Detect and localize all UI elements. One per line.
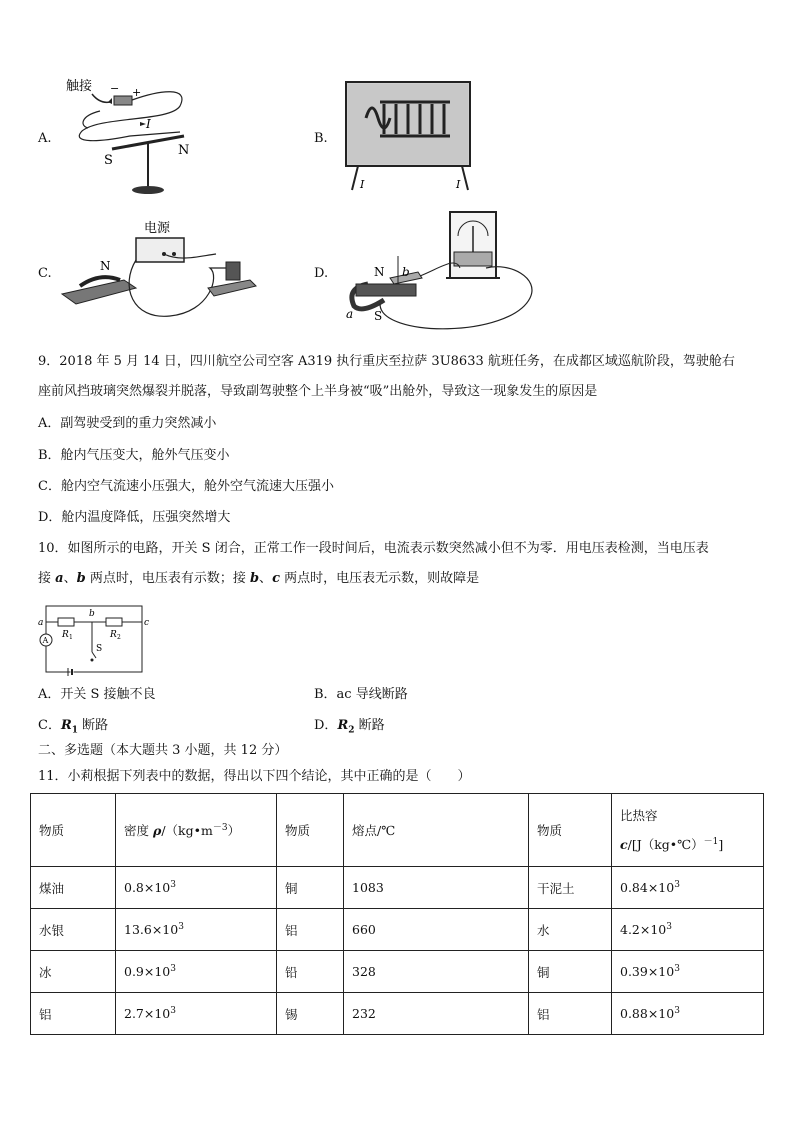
svg-text:a: a <box>38 618 44 628</box>
q9-stem-line1: 9．2018 年 5 月 14 日，四川航空公司空客 A319 执行重庆至拉萨 3U8633 航班任务，在成都区域巡航阶段，驾驶舱右 <box>38 354 735 369</box>
option-d-label: D. <box>314 266 329 281</box>
q9-option-b: B．舱内气压变大，舱外气压变小 <box>38 448 230 463</box>
svg-text:I: I <box>456 178 461 191</box>
svg-text:b: b <box>89 609 95 619</box>
table-cell: $0.88\times 10^3$ <box>612 993 764 1035</box>
table-row <box>31 993 764 1035</box>
table-cell: $0.84\times 10^3$ <box>612 867 764 909</box>
header-density: 密度 $\rho/(kg•m^{-3})$ <box>116 794 277 867</box>
svg-text:c: c <box>144 618 150 628</box>
svg-text:−: − <box>110 82 120 95</box>
table-cell: $0.8\times 10^3$ <box>116 867 277 909</box>
svg-text:S: S <box>374 309 383 323</box>
table-cell: $0.39\times 10^3$ <box>612 951 764 993</box>
table-cell: 1083 <box>344 867 529 909</box>
svg-text:R: R <box>62 630 69 640</box>
table-cell: $4.2\times 10^3$ <box>612 909 764 951</box>
q9-option-a: A．副驾驶受到的重力突然减小 <box>38 416 217 431</box>
table-cell: 水银 <box>31 909 116 951</box>
table-cell: 铝 <box>529 993 612 1035</box>
table-cell: 水 <box>529 909 612 951</box>
table-cell: 铝 <box>31 993 116 1035</box>
q9-option-d: D．舱内温度降低，压强突然增大 <box>38 510 231 525</box>
figure-b-solenoid <box>344 80 474 192</box>
table-cell: $2.7\times 10^3$ <box>116 993 277 1035</box>
q11-stem: 11．小莉根据下列表中的数据，得出以下四个结论，其中正确的是（ ） <box>38 769 471 784</box>
table-cell: 232 <box>344 993 529 1035</box>
table-cell: 冰 <box>31 951 116 993</box>
table-cell: 660 <box>344 909 529 951</box>
table-row <box>31 867 764 909</box>
svg-text:A: A <box>42 636 49 645</box>
header-specific-heat: 比热容 c/[J（kg•℃）$^{-1}$] <box>612 794 764 867</box>
table-cell: $13.6\times 10^3$ <box>116 909 277 951</box>
svg-text:R: R <box>110 630 117 640</box>
svg-text:N: N <box>100 259 111 273</box>
table-cell: 铜 <box>529 951 612 993</box>
q10-option-a: A．开关 S 接触不良 <box>38 687 156 702</box>
q10-stem-line1: 10．如图所示的电路，开关 S 闭合，正常工作一段时间后，电流表示数突然减小但不为零．用电压表检测，当电压表 <box>38 541 709 556</box>
option-b-label: B. <box>314 131 328 146</box>
section-heading: 二、多选题（本大题共 3 小题，共 12 分） <box>38 743 288 758</box>
svg-text:+: + <box>132 86 142 99</box>
svg-text:电源: 电源 <box>144 221 171 236</box>
table-cell: $0.9\times 10^3$ <box>116 951 277 993</box>
q9-option-c: C．舱内空气流速小压强大，舱外空气流速大压强小 <box>38 479 334 494</box>
svg-text:N: N <box>374 265 385 279</box>
table-row <box>31 909 764 951</box>
table-cell: 铜 <box>277 867 344 909</box>
option-c-label: C. <box>38 266 52 281</box>
q10-option-b: B．ac 导线断路 <box>314 687 408 702</box>
svg-text:N: N <box>178 143 190 158</box>
q11-data-table <box>30 793 764 1035</box>
svg-text:S: S <box>96 644 103 654</box>
svg-text:2: 2 <box>117 634 121 641</box>
svg-text:S: S <box>104 153 113 168</box>
q9-stem-line2: 座前风挡玻璃突然爆裂并脱落，导致副驾驶整个上半身被“吸”出舱外，导致这一现象发生的原因是 <box>38 384 598 399</box>
table-cell: 锡 <box>277 993 344 1035</box>
q10-option-c: C．$R_1$ 断路 <box>38 718 109 736</box>
svg-text:I: I <box>146 117 151 131</box>
table-cell: 铝 <box>277 909 344 951</box>
table-cell: 328 <box>344 951 529 993</box>
svg-text:1: 1 <box>69 634 73 641</box>
figure-c-motor <box>60 216 260 328</box>
figure-a-oersted <box>60 76 200 198</box>
table-cell: 煤油 <box>31 867 116 909</box>
table-cell: 干泥土 <box>529 867 612 909</box>
header-substance-2: 物质 <box>277 794 344 867</box>
svg-text:b: b <box>402 265 410 279</box>
svg-text:a: a <box>346 307 354 321</box>
q10-circuit-diagram <box>36 600 156 676</box>
option-a-label: A. <box>38 131 52 146</box>
fig-a-touch-label: 触接 <box>66 79 93 94</box>
figure-d-generator <box>340 208 550 334</box>
header-substance-3: 物质 <box>529 794 612 867</box>
header-melting-point: 熔点/℃ <box>344 794 529 867</box>
q10-stem-line2: 接 a、b 两点时，电压表有示数；接 b、c 两点时，电压表无示数，则故障是 <box>38 571 480 586</box>
table-cell: 铅 <box>277 951 344 993</box>
header-substance-1: 物质 <box>31 794 116 867</box>
table-row <box>31 951 764 993</box>
svg-text:I: I <box>360 178 365 191</box>
q10-option-d: D．$R_2$ 断路 <box>314 718 385 736</box>
table-header-row <box>31 794 764 867</box>
